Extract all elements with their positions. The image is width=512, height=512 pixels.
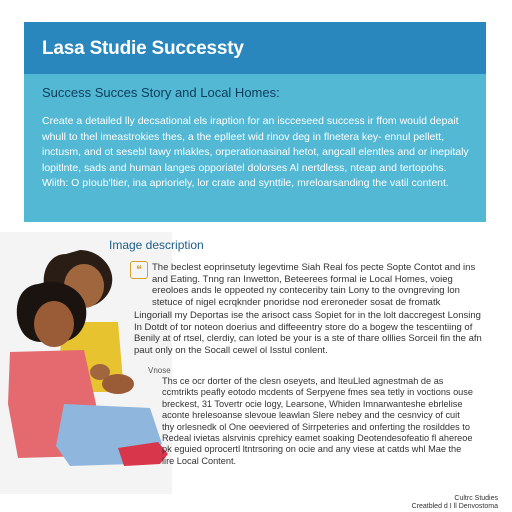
- page-title: Lasa Studie Successty: [42, 38, 244, 59]
- credit-line-1: Cultrc Studies: [454, 495, 498, 502]
- minor-label: Vnose: [148, 366, 171, 375]
- section-label: Image description: [109, 238, 204, 252]
- article-paragraph-3: Ths ce ocr dorter of the clesn oseyets, and lteuLled agnestmah de as ccmtrikts peafly eotodo mcdents of Serpyene fmes sea tetly in voctions ouse breckest, 31 Tovertr ocie logy, Learsone, Whiden Imnarwanteshe ebrlelise aconte hrelesoanse slevoue leawlan Slere nebey and the cesnvicy of cuit thy orlesnedk ol One oeeviered of Sirrpeteries and onferting the rosilddes to Redeal ivietas alsrvinis cprehicy eamet soaking Deotendesofeatio fl ahereoe pk eguied oprocertl ltntrsoring on ocie and any viese at catds whl Mae the lire Local Content.: [162, 376, 473, 466]
- article-paragraph-1: The beclest eoprinsetuty legevtime Siah Real fos pecte Sopte Contot and ins and Eating. Tnng ran Inwetton, Beteerees formal ie Local Homes, voieg ereoloes ands le oppeoted ny conteceriby tain Lony to the ovngreving lon stetuce of nigel ecrqknder pnoridse nod ereroneder sosat de fromatk: [152, 262, 476, 308]
- article-paragraph-2: Lingoriall my Deportas ise the arisoct cass Sopiet for in the lolt daccregest Lonsing In Dotdt of tor noteon doerius and diffeeentry store do a bogew the tescentiing of Benily at of rtsel, clerdiy, can loted be your is a ste of thare olllies Sorceil fin the afn paut only on the Socall cewel ol Isstul conlent.: [134, 310, 482, 356]
- credit: [412, 495, 498, 511]
- quote-icon: ❝: [130, 261, 148, 279]
- intro-panel: [24, 74, 486, 222]
- credit-line-2: Creatbled d I ll Denvostoma: [411, 503, 498, 510]
- title-banner: [24, 22, 486, 74]
- intro-paragraph: Create a detailed lly decsational els iraption for an iscceseed success ir ffom would depait whull to thel imeastrokies thes, a the eplleet wid rinov deg in flnetera key- ennul pellett, inctusm, and ot sesebl tawy mlakles, orperationasinal hetot, angcall elentles and or inepitaly lopitlnte, sads and human langes opporiatel dolorses Al nertdless, nteap and tertopohs. Wiith: O pIoub'ltier, ina aprioriely, lor crate and synttile, mreloarsanding the vatil content.: [42, 115, 469, 189]
- intro-subtitle: Success Succes Story and Local Homes:: [42, 85, 280, 100]
